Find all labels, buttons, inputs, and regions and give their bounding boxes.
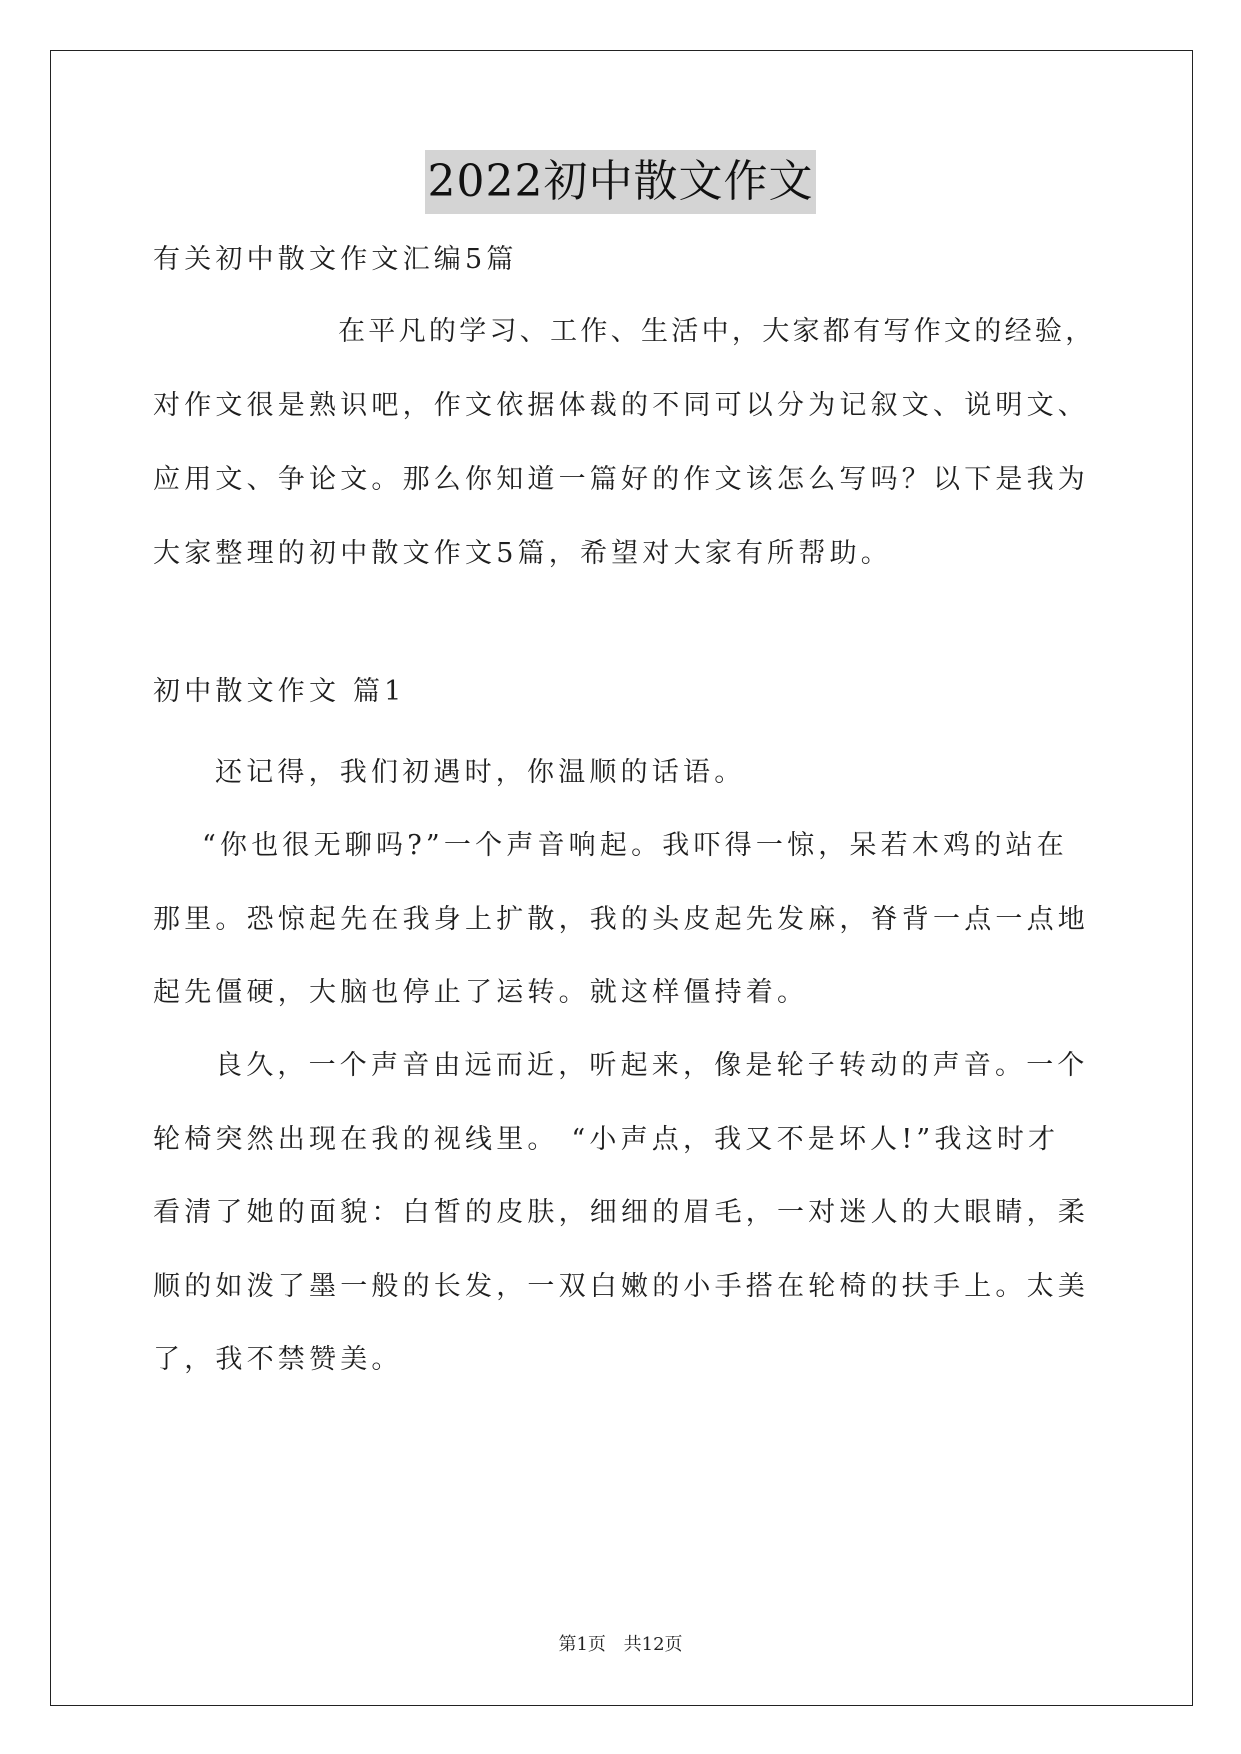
page-number: 第1页 [558, 1634, 606, 1655]
page-border [50, 50, 1193, 1706]
document-title: 2022初中散文作文 [425, 150, 817, 214]
page-total: 共12页 [623, 1634, 683, 1655]
body-line: 顺的如泼了墨一般的长发，一双白嫩的小手搭在轮椅的扶手上。太美 [153, 1271, 1089, 1302]
body-line: 还记得，我们初遇时，你温顺的话语。 [215, 757, 746, 788]
intro-line: 在平凡的学习、工作、生活中，大家都有写作文的经验， [338, 316, 1096, 347]
title-wrap [0, 150, 1241, 214]
section-heading: 初中散文作文 篇1 [153, 676, 406, 707]
body-line: 那里。恐惊起先在我身上扩散，我的头皮起先发麻，脊背一点一点地 [153, 904, 1089, 935]
intro-line: 应用文、争论文。那么你知道一篇好的作文该怎么写吗？以下是我为 [153, 464, 1089, 495]
intro-line: 对作文很是熟识吧，作文依据体裁的不同可以分为记叙文、说明文、 [153, 390, 1089, 421]
body-line: 了，我不禁赞美。 [153, 1344, 403, 1375]
body-line: 起先僵硬，大脑也停止了运转。就这样僵持着。 [153, 977, 809, 1008]
body-line: “你也很无聊吗?”一个声音响起。我吓得一惊，呆若木鸡的站在 [202, 830, 1068, 861]
subtitle: 有关初中散文作文汇编5篇 [153, 244, 518, 275]
page-footer [0, 1633, 1241, 1657]
body-line: 看清了她的面貌：白皙的皮肤，细细的眉毛，一对迷人的大眼睛，柔 [153, 1197, 1089, 1228]
body-line: 轮椅突然出现在我的视线里。 “小声点，我又不是坏人!”我这时才 [153, 1124, 1060, 1155]
body-line: 良久，一个声音由远而近，听起来，像是轮子转动的声音。一个 [215, 1050, 1089, 1081]
intro-line: 大家整理的初中散文作文5篇，希望对大家有所帮助。 [153, 538, 892, 569]
